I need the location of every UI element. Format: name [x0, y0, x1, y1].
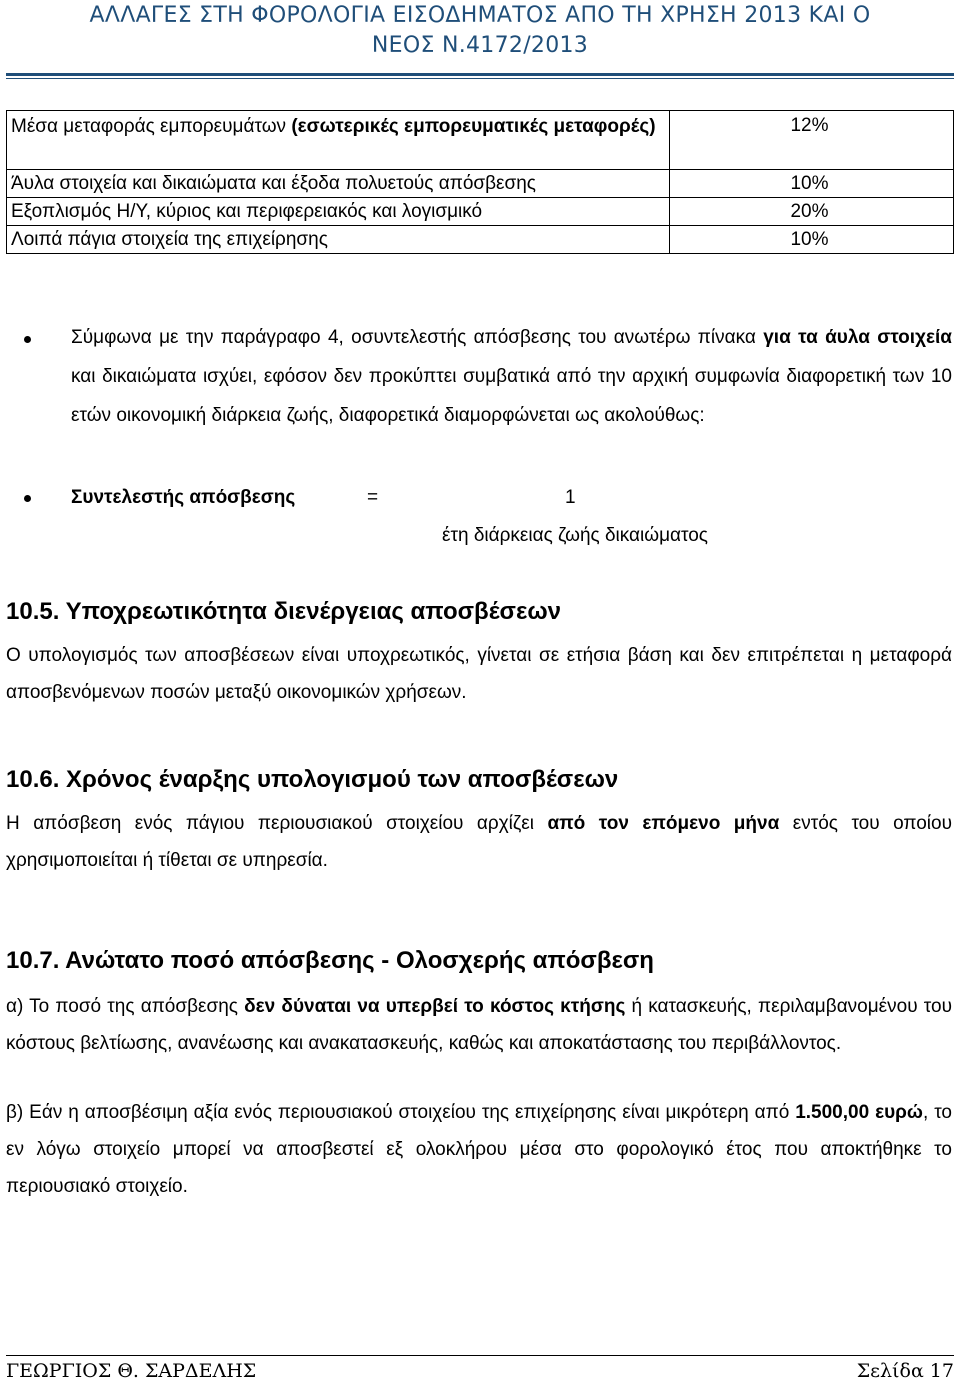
header-rule-thin: [6, 78, 954, 79]
footer-rule: [6, 1355, 954, 1356]
table-cell-rate: 12%: [670, 111, 954, 170]
depreciation-rates-table: [6, 110, 954, 254]
bullet-dot-icon: [24, 495, 31, 502]
header-title-line2: ΝΕΟΣ Ν.4172/2013: [371, 33, 589, 58]
formula-label: Συντελεστής απόσβεσης: [71, 487, 296, 508]
section-text: Η απόσβεση ενός πάγιου περιουσιακού στοιχείου αρχίζει από τον επόμενο μήνα εντός του οποίου χρησιμοποιείται ή τίθεται σε υπηρεσία.: [6, 813, 952, 871]
footer-page-number: Σελίδα 17: [856, 1360, 954, 1382]
header-rule: [6, 73, 954, 76]
section-10-6: [6, 764, 952, 879]
section-10-7: [6, 945, 952, 1205]
section-text-a: α) Το ποσό της απόσβεσης δεν δύναται να υπερβεί το κόστος κτήσης ή κατασκευής, περιλαμβανομένου του κόστους βελτίωσης, ανανέωσης και ανακατασκευής, καθώς και αποκατάστασης του περιβάλλοντος.: [6, 996, 952, 1054]
formula-numerator: 1: [565, 487, 576, 508]
bullet-paragraph: Σύμφωνα με την παράγραφο 4, οσυντελεστής απόσβεσης του ανωτέρω πίνακα για τα άυλα στοιχεία και δικαιώματα ισχύει, εφόσον δεν προκύπτει συμβατικά από την αρχική συμφωνία διαφορετική των 10 ετών οικονομική διάρκεια ζωής, διαφορετικά διαμορφώνεται ως ακολούθως:: [71, 327, 952, 426]
section-10-5: [6, 596, 952, 711]
depreciation-formula: [71, 478, 951, 546]
table-cell-asset: Λοιπά πάγια στοιχεία της επιχείρησης: [7, 226, 670, 254]
section-text-b: β) Εάν η αποσβέσιμη αξία ενός περιουσιακού στοιχείου της επιχείρησης είναι μικρότερη από 1.500,00 ευρώ, το εν λόγω στοιχείο μπορεί να αποσβεστεί εξ ολοκλήρου μέσα στο φορολογικό έτος που αποκτήθηκε το περιουσιακό στοιχείο.: [6, 1102, 952, 1197]
footer-author: ΓΕΩΡΓΙΟΣ Θ. ΣΑΡΔΕΛΗΣ: [6, 1360, 257, 1382]
table-cell-rate: 20%: [670, 198, 954, 226]
section-heading: 10.6. Χρόνος έναρξης υπολογισμού των αποσβέσεων: [6, 766, 619, 793]
table-cell-rate: 10%: [670, 226, 954, 254]
section-text: Ο υπολογισμός των αποσβέσεων είναι υποχρεωτικός, γίνεται σε ετήσια βάση και δεν επιτρέπεται η μεταφορά αποσβενόμενων ποσών μεταξύ οικονομικών χρήσεων.: [6, 645, 952, 703]
table-cell-asset: Άυλα στοιχεία και δικαιώματα και έξοδα πολυετούς απόσβεσης: [7, 170, 670, 198]
table-row: [7, 111, 954, 170]
table-row: [7, 226, 954, 254]
section-heading: 10.5. Υποχρεωτικότητα διενέργειας αποσβέσεων: [6, 598, 561, 625]
table-row: [7, 170, 954, 198]
section-heading: 10.7. Ανώτατο ποσό απόσβεσης - Ολοσχερής απόσβεση: [6, 947, 654, 974]
table-cell-asset: Μέσα μεταφοράς εμπορευμάτων (εσωτερικές εμπορευματικές μεταφορές): [7, 111, 670, 170]
formula-equals: =: [367, 487, 379, 508]
table-cell-asset: Εξοπλισμός Η/Υ, κύριος και περιφερειακός και λογισμικό: [7, 198, 670, 226]
table-row: [7, 198, 954, 226]
formula-denominator: έτη διάρκειας ζωής δικαιώματος: [442, 525, 708, 546]
bullet-dot-icon: [24, 336, 31, 343]
header-title-line1: ΑΛΛΑΓΕΣ ΣΤΗ ΦΟΡΟΛΟΓΙΑ ΕΙΣΟΔΗΜΑΤΟΣ ΑΠΟ ΤΗ ΧΡΗΣΗ 2013 ΚΑΙ Ο: [89, 3, 871, 28]
table-cell-rate: 10%: [670, 170, 954, 198]
